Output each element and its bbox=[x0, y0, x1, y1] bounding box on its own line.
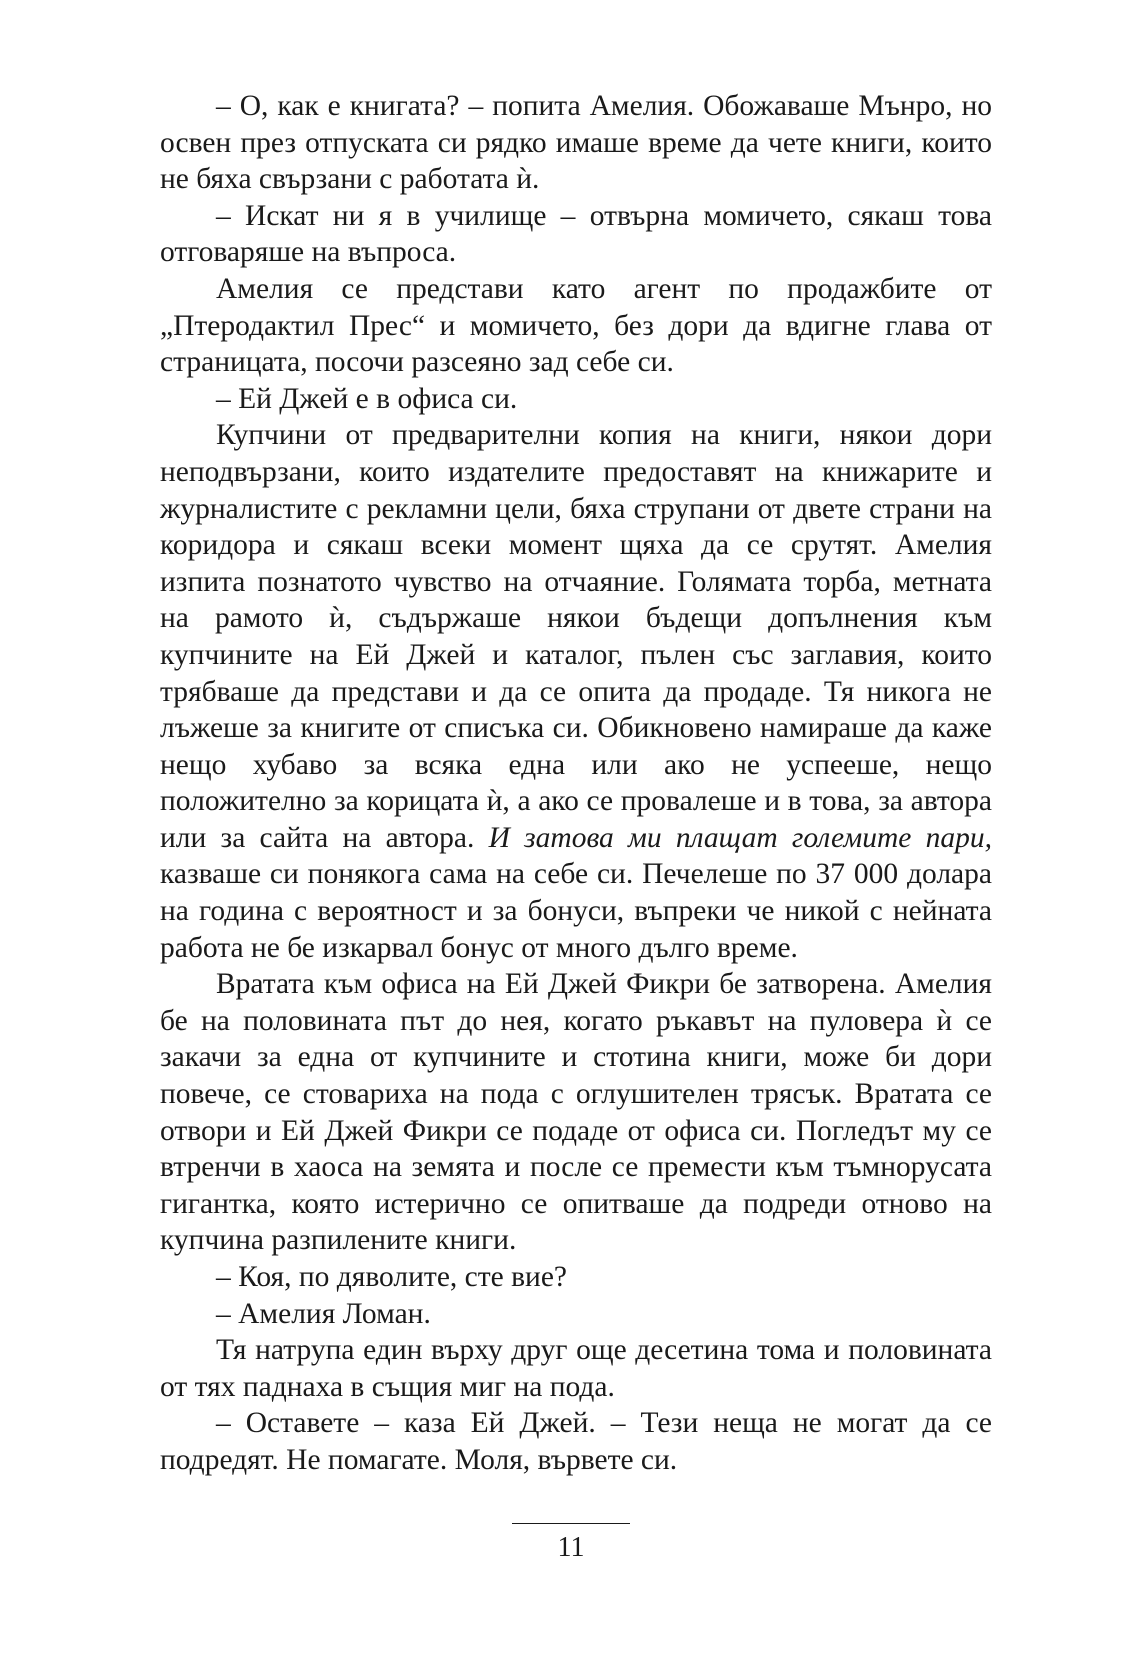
paragraph-4: – Ей Джей е в офиса си. bbox=[216, 382, 518, 415]
book-page bbox=[160, 88, 992, 1568]
paragraph-8: – Амелия Ломан. bbox=[216, 1297, 431, 1330]
paragraph-10: – Оставете – каза Ей Джей. – Тези неща не могат да се подредят. Не помагате. Моля, вървете си. bbox=[160, 1407, 992, 1476]
paragraph-9: Тя натрупа един върху друг още десетина тома и половината от тях паднаха в същия миг на пода. bbox=[160, 1334, 992, 1403]
paragraph-5-segment-3: казваше си понякога сама на себе си. Печелеше по 37 000 долара на година с вероятност и за бонуси, въпреки че никой с нейната работа не бе изкарвал бонус от много дълго време. bbox=[160, 858, 992, 964]
paragraph-5 bbox=[160, 417, 992, 966]
page-number: 11 bbox=[557, 1532, 585, 1563]
paragraph-5-italic-segment: И затова ми плащат големите пари, bbox=[488, 821, 992, 854]
page-footer bbox=[0, 1523, 1142, 1564]
paragraph-3: Амелия се представи като агент по продажбите от „Птеродактил Прес“ и момичето, без дори да вдигне глава от страницата, посочи разсеяно зад себе си. bbox=[160, 272, 992, 379]
paragraph-7: – Коя, по дяволите, сте вие? bbox=[216, 1261, 568, 1293]
paragraph-5-segment-1: Купчини от предварителни копия на книги, някои дори неподвързани, които издателите предоставят на книжарите и журналистите с рекламни цели, бяха струпани от двете страни на коридора и сякаш всеки момент щяха да се срутят. Амелия изпита познатото чувство на отчаяние. Голямата торба, метната на рамото ѝ, съдържаше някои бъдещи допълнения към купчините на Ей Джей и каталог, пълен със заглавия, които трябваше да представи и да се опита да продаде. Тя никога не лъжеше за книгите от списъка си. Обикновено намираше да каже нещо хубаво за всяка една или ако не успееше, нещо положително за корицата ѝ, а ако се провалеше и в това, за автора или за сайта на автора. bbox=[160, 419, 992, 854]
footer-rule bbox=[512, 1523, 630, 1524]
paragraph-6: Вратата към офиса на Ей Джей Фикри бе затворена. Амелия бе на половината път до нея, когато ръкавът на пуловера ѝ се закачи за една от купчините и стотина книги, може би дори повече, се стовариха на пода с оглушителен трясък. Вратата се отвори и Ей Джей Фикри се подаде от офиса си. Погледът му се втренчи в хаоса на земята и после се премести към тъмнорусата гигантка, която истерично се опитваше да подреди отново на купчина разпилените книги. bbox=[160, 968, 992, 1257]
paragraph-1: – О, как е книгата? – попита Амелия. Обожаваше Мънро, но освен през отпуската си рядко имаше време да чете книги, които не бяха свързани с работата ѝ. bbox=[160, 90, 992, 196]
paragraph-2: – Искат ни я в училище – отвърна момичето, сякаш това отговаряше на въпроса. bbox=[160, 199, 992, 269]
page-body-text bbox=[160, 88, 992, 1479]
